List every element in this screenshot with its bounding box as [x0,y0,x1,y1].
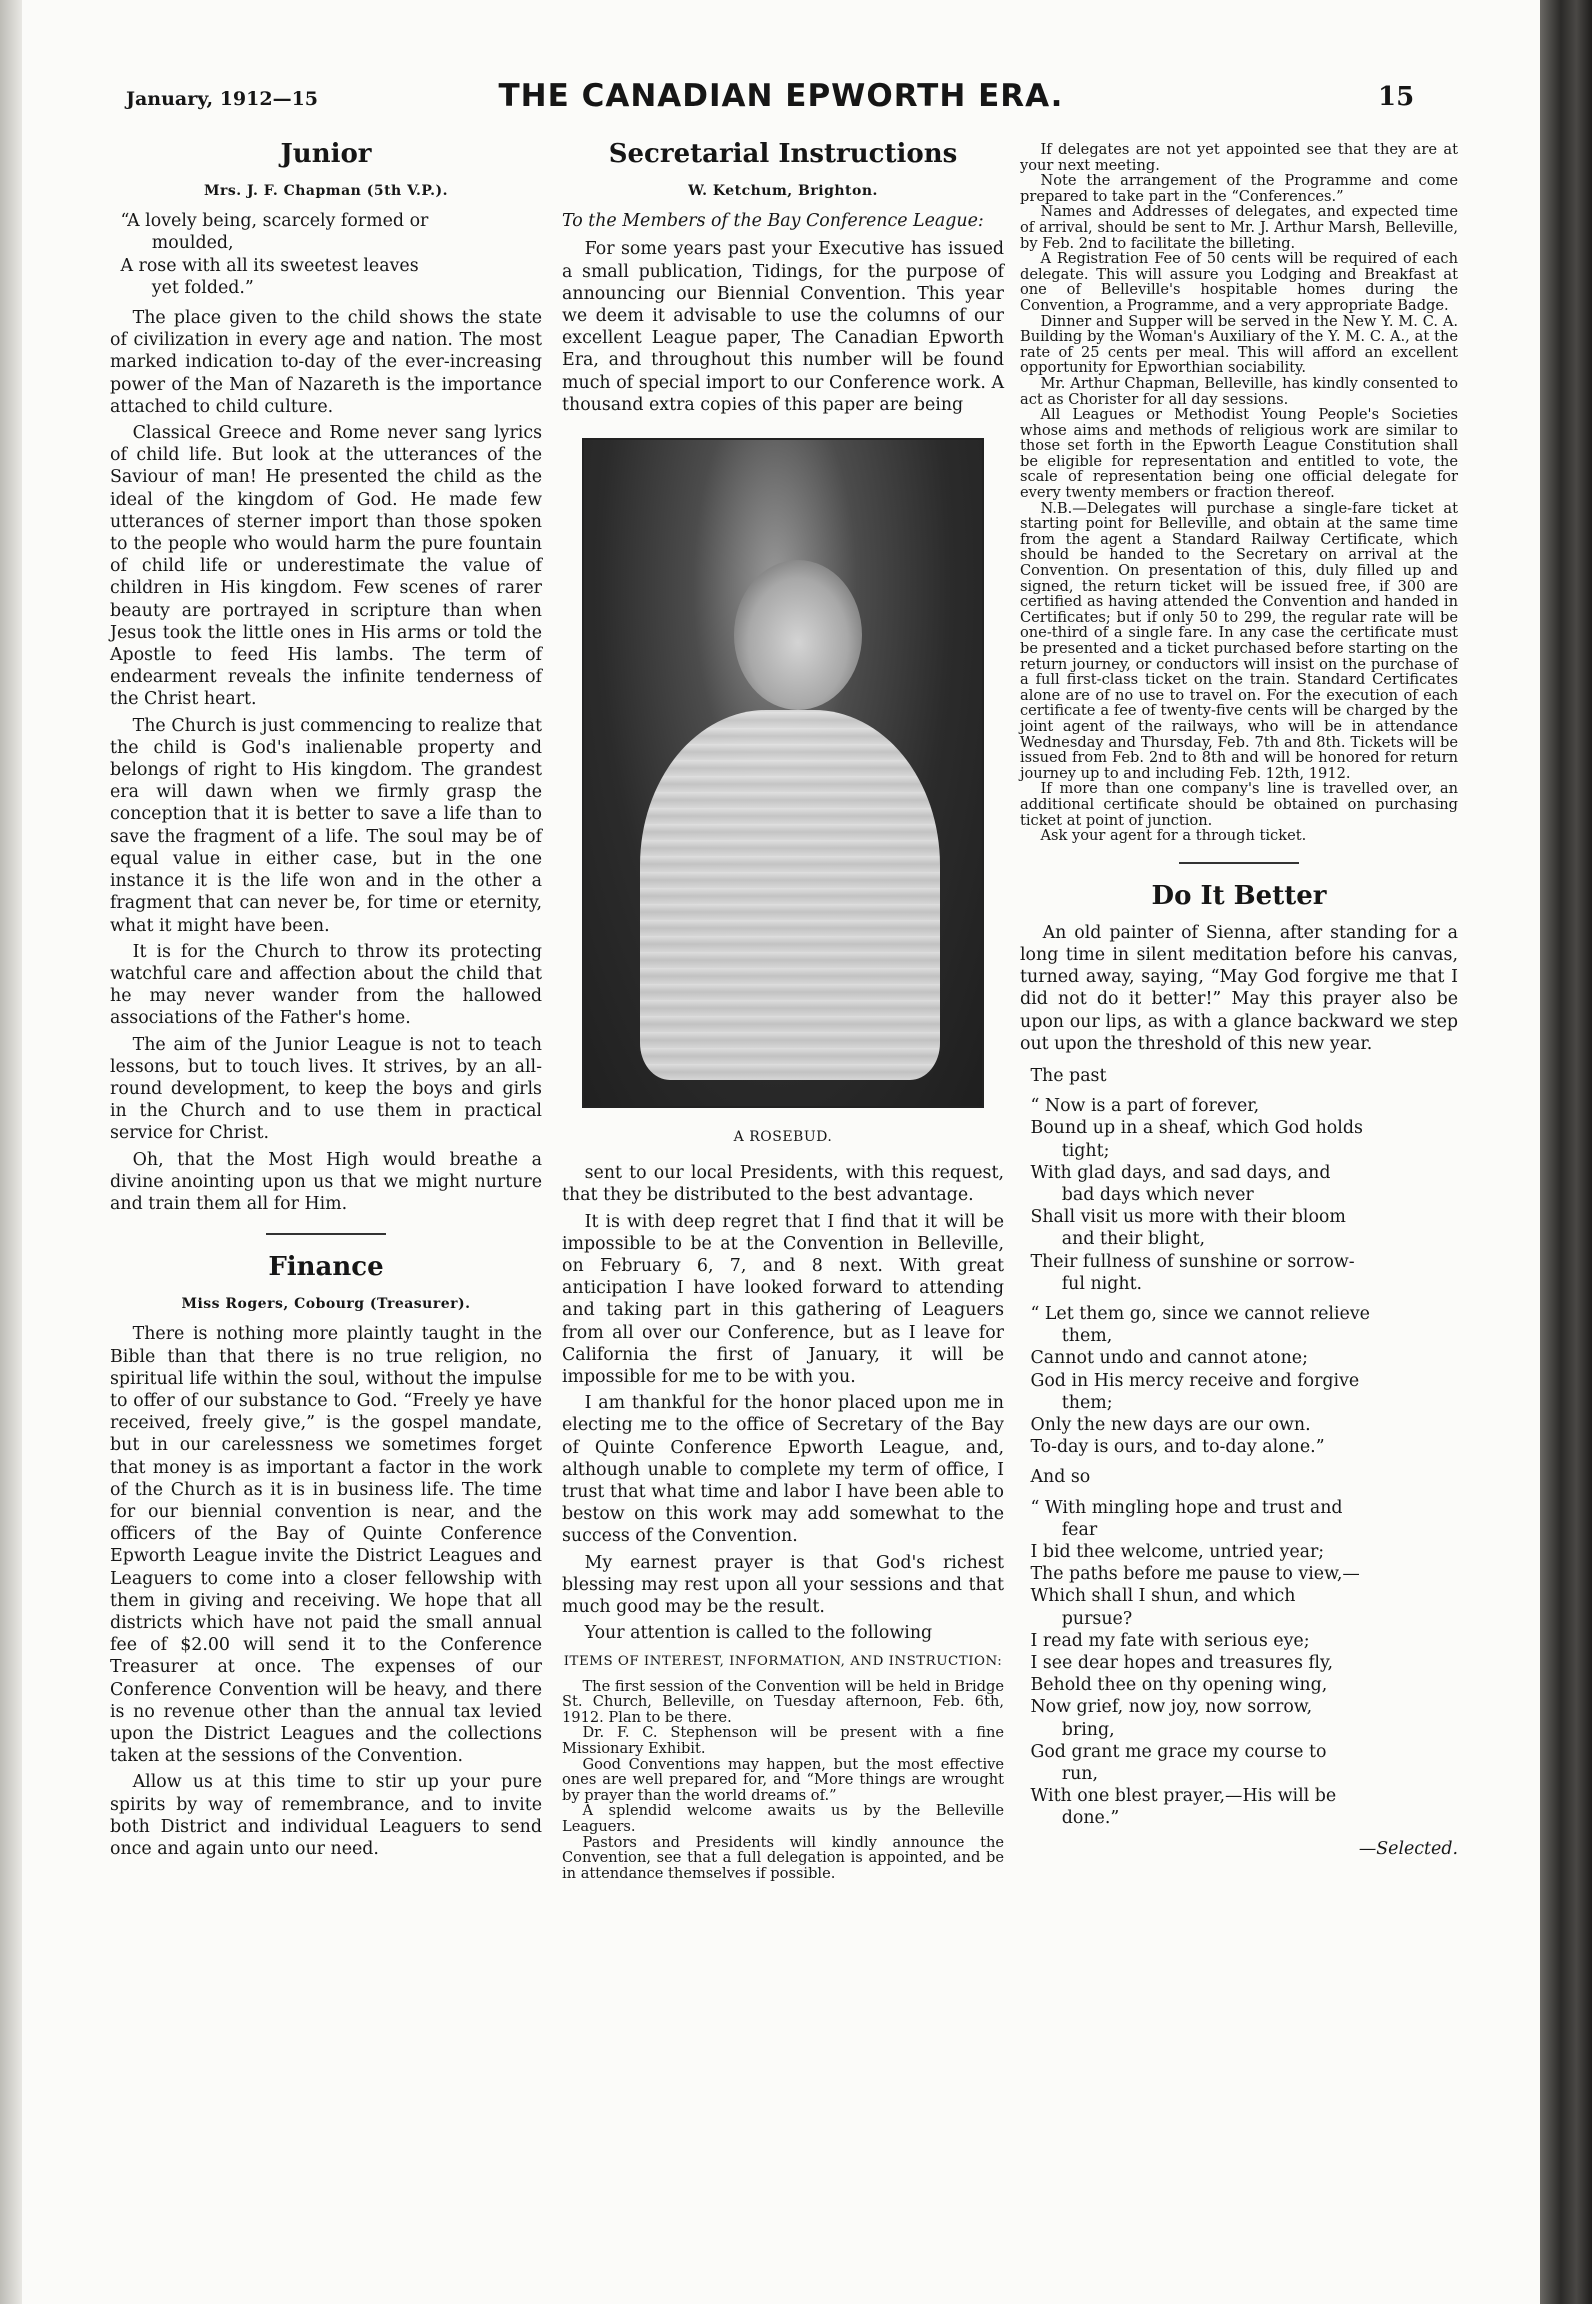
photo-dress [640,710,940,1080]
convention-item: If delegates are not yet appointed see that they are at your next meeting. [1020,141,1458,174]
junior-paragraph: Classical Greece and Rome never sang lyrics of child life. But look at the utterances of the Saviour of man! He presented the child as the ideal of the kingdom of God. He made few utterances of sterner import than those spoken to the people who would harm the pure fountain of child life or underestimate the value of children in His kingdom. Few scenes of rarer beauty are portrayed in scripture than when Jesus took the little ones in His arms or told the Apostle to feed His lambs. The term of endearment reveals the infinite tenderness of the Christ heart. [110,423,542,710]
convention-item: Ask your agent for a through ticket. [1040,827,1307,845]
photo-caption: A ROSEBUD. [733,1129,833,1146]
magazine-page [22,0,1540,2304]
verse-line: With one blest prayer,—His will be [1030,1786,1337,1807]
do-it-better-intro: An old painter of Sienna, after standing for a long time in silent meditation before his canvas, turned away, saying, “May God forgive me that I did not do it better!” May this prayer also be upon our lips, as with a glance backward we step out upon the threshold of this new year. [1020,922,1458,1054]
magazine-title: THE CANADIAN EPWORTH ERA. [498,78,1064,114]
verse-line: To-day is ours, and to-day alone.” [1030,1437,1325,1458]
verse-line: “A lovely being, scarcely formed or [120,211,429,232]
finance-paragraph: There is nothing more plaintly taught in the Bible than that there is no true religion, no spiritual life within the soul, without the impulse to offer of our substance to God. “Freely ye have received, freely give,” is the gospel mandate, but in our carelessness we sometimes forget that money is as important a factor in the work of the Church as it is in business life. The time for our biennial convention is near, and the officers of the Bay of Quinte Conference Epworth League invite the District Leagues and Leaguers to come into a closer fellowship with them in giving and receiving. We hope that all districts which have not paid the small annual fee of $2.00 will send it to the Conference Treasurer at once. The expenses of our Conference Convention will be heavy, and there is no revenue other than the annual tax levied upon the District Leagues and the collections taken at the sessions of the Convention. [110,1324,542,1767]
secretarial-paragraph: sent to our local Presidents, with this request, that they be distributed to the best advantage. [562,1163,1004,1206]
junior-paragraph: The aim of the Junior League is not to teach lessons, but to touch lives. It strives, by an all-round development, to keep the boys and girls in the Church and to use them in practical service for Christ. [110,1034,542,1144]
verse-line: ful night. [1061,1273,1143,1294]
issue-date: January, 1912—15 [126,88,319,110]
convention-item: Names and Addresses of delegates, and expected time of arrival, should be sent to Mr. J. Arthur Marsh, Belleville, by Feb. 2nd to facilitate the billeting. [1020,203,1458,252]
convention-item: All Leagues or Methodist Young People's Societies whose aims and methods of religious work are similar to those set forth in the Epworth League Constitution shall be eligible for representation and entitled to vote, the scale of representation being one official delegate for every twenty members or fraction thereof. [1020,406,1458,502]
finance-heading: Finance [268,1252,384,1283]
baby-photograph [582,438,984,1108]
junior-byline: Mrs. J. F. Chapman (5th V.P.). [204,183,448,199]
convention-item: A splendid welcome awaits us by the Belleville Leaguers. [562,1802,1004,1836]
do-it-better-heading: Do It Better [1151,880,1327,911]
lead-line [1020,1065,1458,1087]
convention-item: Dr. F. C. Stephenson will be present with a fine Missionary Exhibit. [562,1724,1004,1758]
verse-line: tight; [1061,1140,1110,1161]
section-divider [266,1233,386,1235]
convention-item: Note the arrangement of the Programme and come prepared to take part in the “Conferences.” [1020,172,1458,205]
verse-line: Which shall I shun, and which [1030,1586,1296,1607]
poem-stanza-3 [1020,1497,1458,1830]
verse-line: and their blight, [1061,1229,1205,1250]
verse-line: “ With mingling hope and trust and [1030,1497,1343,1518]
verse-line: “ Now is a part of forever, [1030,1096,1260,1117]
salutation: To the Members of the Bay Conference League: [562,211,984,232]
verse-line: them, [1061,1326,1113,1347]
junior-paragraph: The Church is just commencing to realize that the child is God's inalienable property and belongs of right to His kingdom. The grandest era will dawn when we firmly grasp the conception that it is better to save a life than to save the fragment of a life. The soul may be of equal value in either case, but in the one instance it is the life won and in the other a fragment that can never be, for time or eternity, what it might have been. [110,715,542,936]
verse-line: God in His mercy receive and forgive [1030,1370,1360,1391]
secretarial-paragraph: Your attention is called to the following [584,1623,933,1644]
column-right [1020,132,1458,1860]
photo-face [734,560,862,710]
column-left [110,132,542,1864]
verse-line: Only the new days are our own. [1030,1414,1311,1435]
section-divider [1179,862,1299,864]
verse-line: The paths before me pause to view,— [1030,1564,1360,1585]
verse-line: A rose with all its sweetest leaves [120,255,419,276]
convention-item: Mr. Arthur Chapman, Belleville, has kindly consented to act as Chorister for all day sessions. [1020,374,1458,408]
poem-stanza-1 [1020,1095,1458,1295]
verse-line: I bid thee welcome, untried year; [1030,1542,1325,1562]
verse-line: “ Let them go, since we cannot relieve [1030,1303,1370,1324]
secretarial-paragraph: I am thankful for the honor placed upon me in electing me to the office of Secretary of the Bay of Quinte Conference Epworth League, and, although unable to complete my term of office, I trust that what time and labor I have been able to bestow on this work may add somewhat to the success of the Convention. [562,1393,1004,1547]
items-heading: ITEMS OF INTEREST, INFORMATION, AND INSTRUCTION: [563,1653,1003,1669]
verse-line: Their fullness of sunshine or sorrow- [1030,1251,1355,1272]
secretarial-paragraph: For some years past your Executive has issued a small publication, Tidings, for the purpose of announcing our Biennial Convention. This year we deem it advisable to use the columns of our excellent League paper, The Canadian Epworth Era, and throughout this number will be found much of special import to our Conference work. A thousand extra copies of this paper are being [562,239,1004,415]
verse-line: moulded, [151,233,234,254]
verse-line: run, [1061,1764,1098,1785]
convention-item: The first session of the Convention will be held in Bridge St. Church, Belleville, on Tuesday afternoon, Feb. 6th, 1912. Plan to be there. [562,1677,1004,1726]
secretarial-heading: Secretarial Instructions [608,139,958,169]
finance-byline: Miss Rogers, Cobourg (Treasurer). [181,1296,471,1313]
verse-line: Shall visit us more with their bloom [1030,1207,1346,1228]
book-spine-edge [1540,0,1592,2304]
convention-item: A Registration Fee of 50 cents will be required of each delegate. This will assure you Lodging and Breakfast at one of Belleville's hospitable homes during the Convention, a Programme, and a very appropriate Badge. [1020,250,1458,314]
poem-attribution: —Selected. [1358,1838,1458,1859]
verse-line: Now grief, now joy, now sorrow, [1030,1697,1313,1718]
junior-epigraph [110,210,542,299]
convention-item: Dinner and Supper will be served in the New Y. M. C. A. Building by the Woman's Auxiliary of the Y. M. C. A., at the rate of 25 cents per meal. This will afford an excellent opportunity for Epworthian sociability. [1020,312,1458,377]
verse-line: fear [1061,1519,1098,1540]
lead-line [1020,1466,1458,1488]
junior-heading: Junior [280,139,372,169]
verse-line: bring, [1061,1719,1115,1740]
verse-line: With glad days, and sad days, and [1030,1162,1331,1183]
verse-line: pursue? [1061,1608,1133,1629]
page-number: 15 [1378,82,1415,112]
verse-line: Cannot undo and cannot atone; [1030,1348,1308,1369]
convention-item: Good Conventions may happen, but the most effective ones are well prepared for, and “More things are wrought by prayer than the world dreams of.” [562,1755,1004,1804]
convention-items-continued [1020,142,1458,844]
verse-line: I see dear hopes and treasures fly, [1030,1653,1334,1674]
running-header [22,78,1540,122]
junior-paragraph: It is for the Church to throw its protecting watchful care and affection about the child that he may never wander from the hallowed associations of the Father's home. [110,941,542,1029]
junior-paragraph: The place given to the child shows the state of civilization in every age and nation. The most marked indication to-day of the ever-increasing power of the Man of Nazareth is the importance attached to child culture. [110,308,542,417]
page-gutter-left [0,0,22,2304]
convention-item: Pastors and Presidents will kindly announce the Convention, see that a full delegation is appointed, and be in attendance themselves if possible. [562,1833,1004,1882]
convention-item: N.B.—Delegates will purchase a single-fare ticket at starting point for Belleville, and obtain at the same time from the agent a Standard Railway Certificate, which should be handed to the Secretary on arrival at the Convention. On presentation of this, duly filled up and signed, the return ticket will be issued free, if 300 are certified as having attended the Convention and handed in Certificates; but if only 50 to 299, the regular rate will be one-third of a single fare. In any case the certificate must be presented and a ticket purchased before starting on the return journey, or conductors will insist on the purchase of a full first-class ticket on the train. Standard Certificates alone are of no use to travel on. For the execution of each certificate a fee of twenty-five cents will be charged by the joint agent of the railways, who will be in attendance Wednesday and Thursday, Feb. 7th and 8th. Tickets will be issued from Feb. 2nd to 8th and will be honored for return journey up to and including Feb. 12th, 1912. [1020,499,1458,782]
verse-line: yet folded.” [151,277,254,298]
verse-line: God grant me grace my course to [1030,1741,1327,1762]
verse-lead: And so [1030,1467,1091,1488]
secretarial-paragraph: My earnest prayer is that God's richest blessing may rest upon all your sessions and that much good may be the result. [562,1552,1004,1618]
secretarial-byline: W. Ketchum, Brighton. [688,183,878,199]
verse-line: Behold thee on thy opening wing, [1030,1675,1328,1696]
convention-items [562,1679,1004,1882]
convention-item: If more than one company's line is travelled over, an additional certificate should be obtained on purchasing ticket at point of junction. [1020,780,1458,829]
column-middle [562,132,1004,1881]
secretarial-paragraph: It is with deep regret that I find that it will be impossible to be at the Convention in Belleville, on February 6, 7, and 8 next. With great anticipation I have looked forward to attending and taking part in this gathering of Leaguers from all over our Conference, but as I leave for California the first of January, it will be impossible for me to be with you. [562,1211,1004,1388]
junior-paragraph: Oh, that the Most High would breathe a divine anointing upon us that we might nurture and train them all for Him. [110,1149,542,1214]
verse-line: Bound up in a sheaf, which God holds [1030,1118,1363,1139]
verse-line: bad days which never [1061,1184,1254,1205]
verse-lead: The past [1030,1065,1107,1086]
verse-line: them; [1061,1392,1113,1413]
verse-line: done.” [1061,1808,1120,1829]
verse-line: I read my fate with serious eye; [1030,1630,1310,1651]
poem-stanza-2 [1020,1303,1458,1458]
finance-paragraph: Allow us at this time to stir up your pure spirits by way of remembrance, and to invite both District and individual Leaguers to send once and again unto our need. [110,1772,542,1860]
